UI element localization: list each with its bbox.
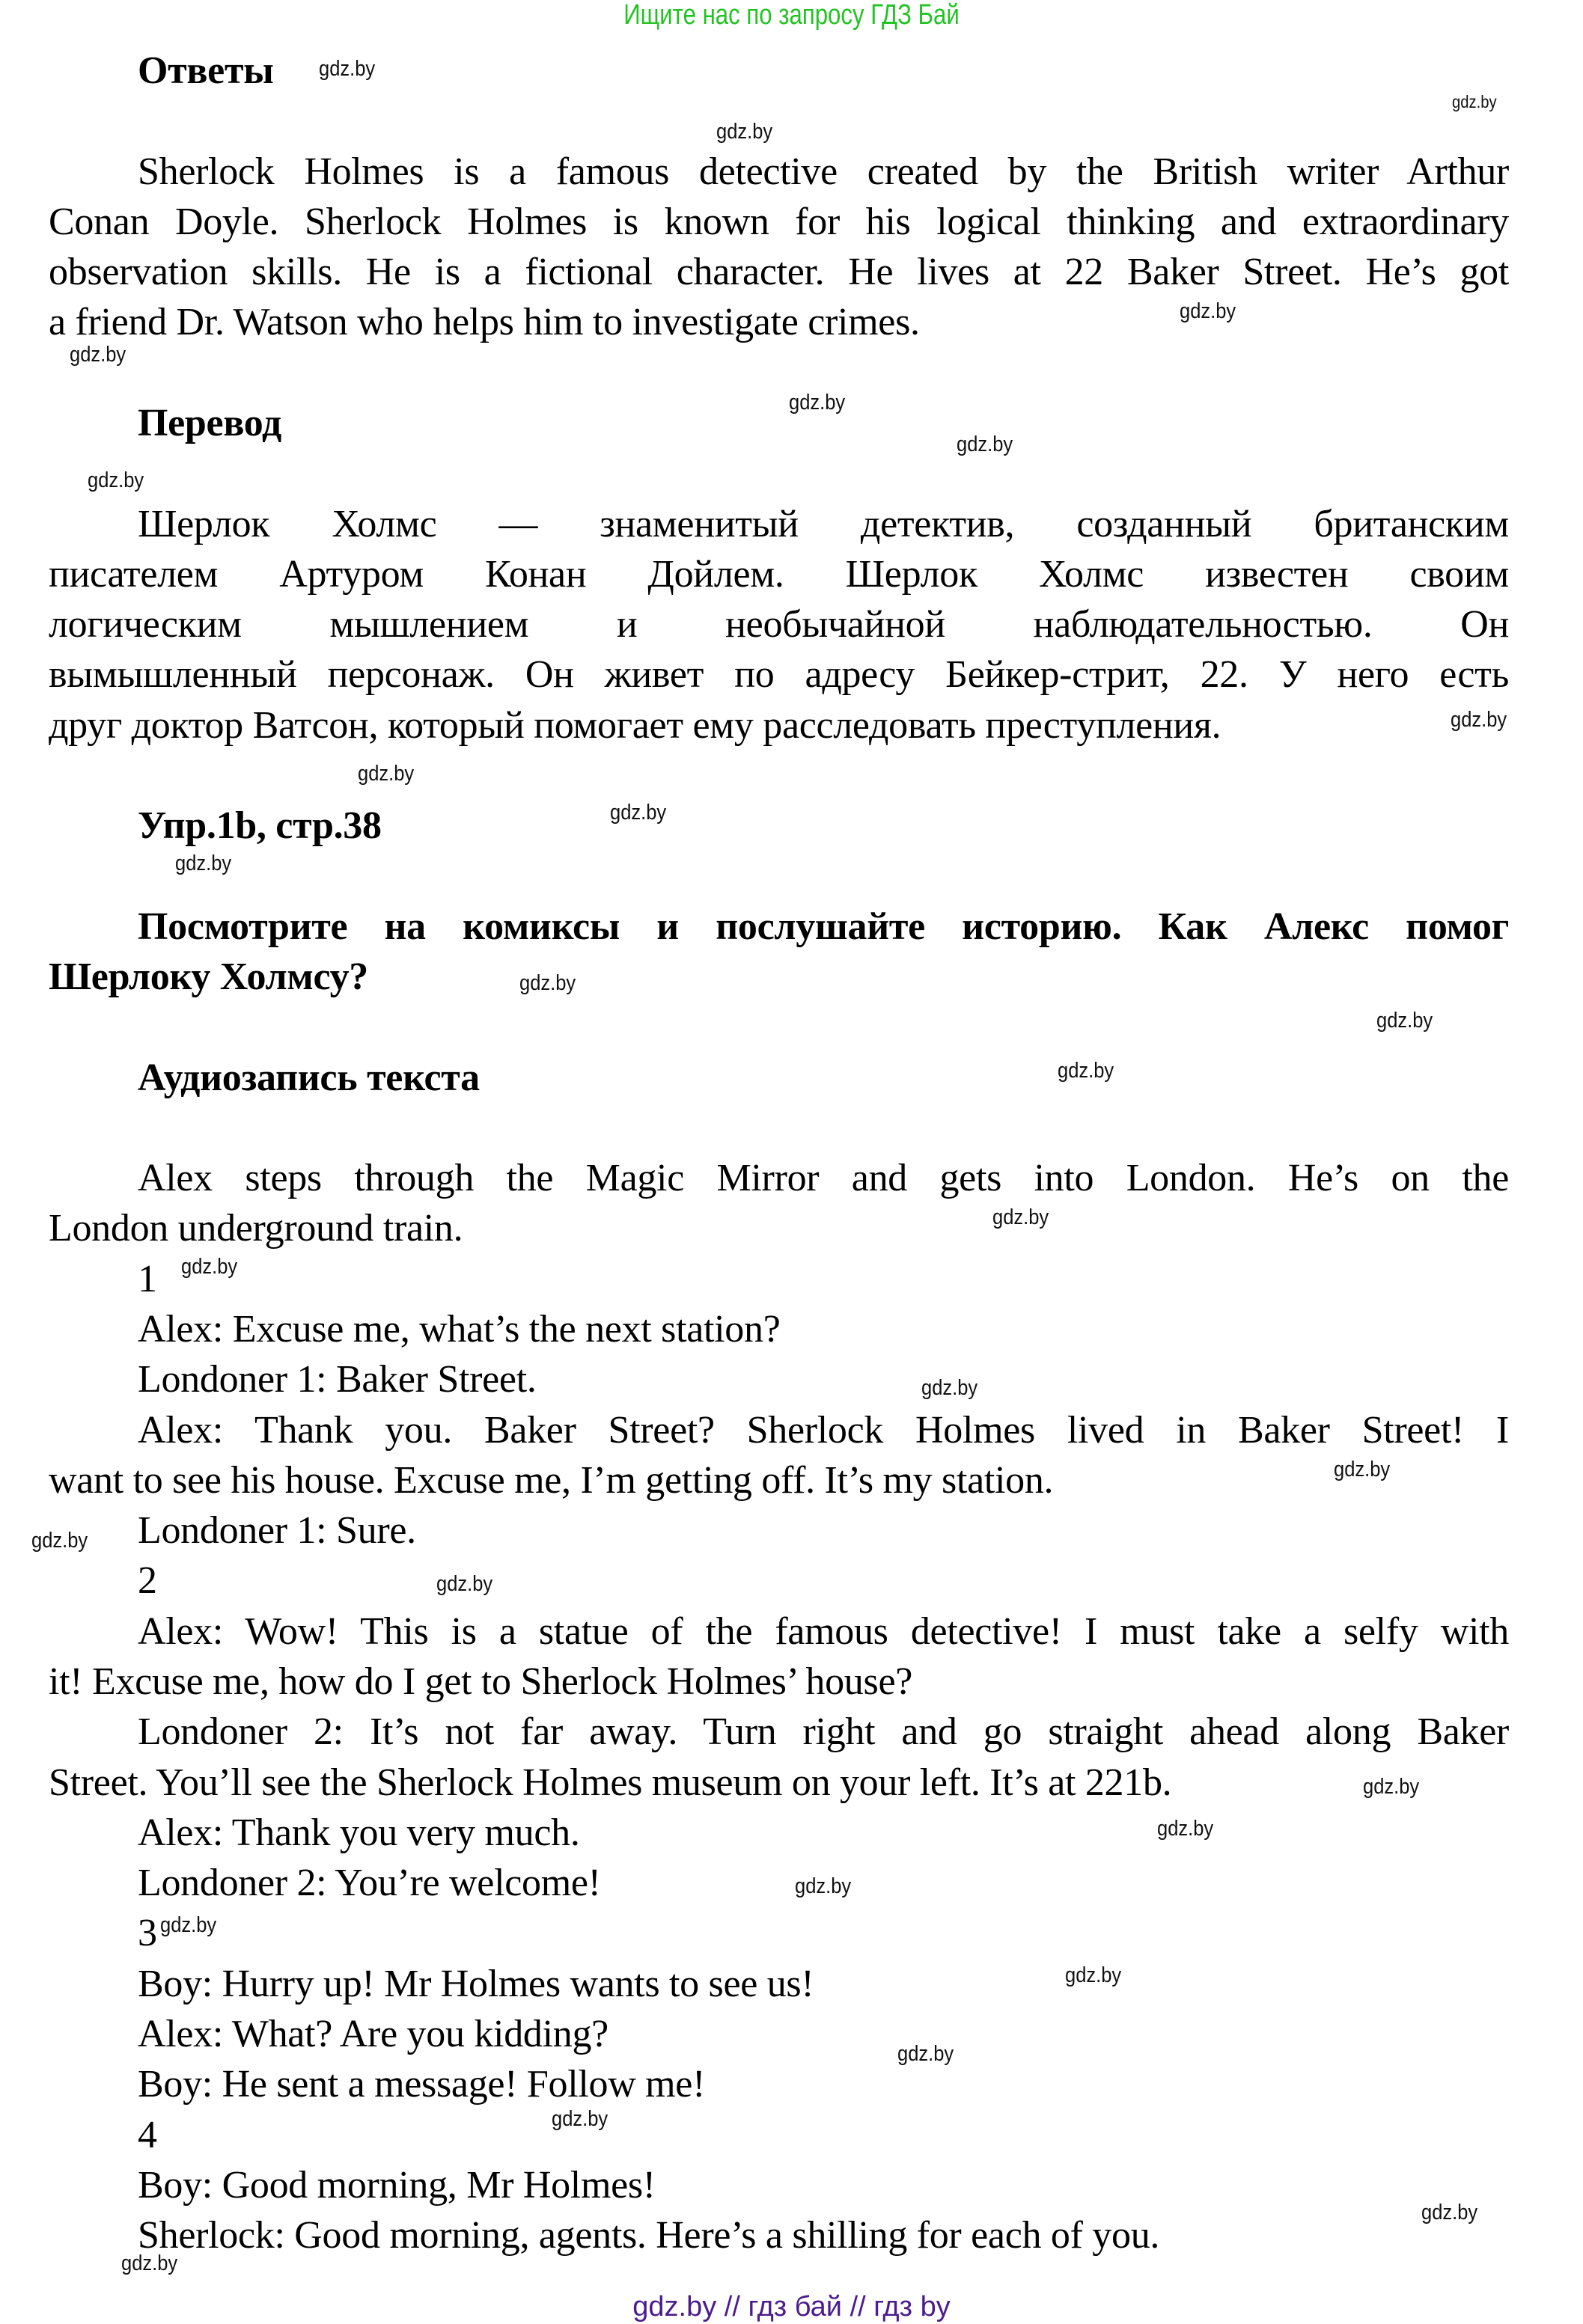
watermark: gdz.by bbox=[519, 971, 576, 995]
dialogue-line: Alex: What? Are you kidding? bbox=[138, 2012, 609, 2055]
dialogue-line: want to see his house. Excuse me, I’m getting off. It’s my station. bbox=[49, 1458, 1054, 1502]
dialogue-line: Boy: Good morning, Mr Holmes! bbox=[138, 2163, 656, 2207]
watermark: gdz.by bbox=[358, 762, 415, 786]
watermark: gdz.by bbox=[1058, 1059, 1114, 1083]
document-body bbox=[49, 46, 1509, 2260]
watermark: gdz.by bbox=[795, 1874, 852, 1898]
watermark: gdz.by bbox=[610, 801, 667, 825]
scene-number: 2 bbox=[138, 1559, 157, 1603]
watermark: gdz.by bbox=[921, 1376, 978, 1400]
text-line: Шерлоку Холмсу? bbox=[49, 955, 368, 999]
scene-3 bbox=[49, 1908, 1509, 2109]
watermark: gdz.by bbox=[992, 1205, 1049, 1229]
text-line: писателем Артуром Конан Дойлем. Шерлок Холмс известен своим bbox=[49, 552, 1509, 596]
heading-exercise: Упр.1b, стр.38 bbox=[138, 804, 382, 848]
exercise-task bbox=[49, 902, 1509, 1003]
watermark: gdz.by bbox=[1452, 92, 1497, 111]
watermark: gdz.by bbox=[31, 1529, 88, 1553]
translation-paragraph bbox=[49, 499, 1509, 750]
watermark: gdz.by bbox=[1065, 1963, 1122, 1987]
audio-intro bbox=[49, 1153, 1509, 1254]
watermark: gdz.by bbox=[160, 1913, 217, 1937]
scene-number: 4 bbox=[138, 2113, 157, 2156]
watermark: gdz.by bbox=[897, 2042, 954, 2066]
dialogue-line: Alex: Excuse me, what’s the next station? bbox=[138, 1308, 781, 1351]
watermark: gdz.by bbox=[319, 57, 376, 81]
text-line: Conan Doyle. Sherlock Holmes is known for his logical thinking and extraordinary bbox=[49, 200, 1509, 243]
text-line: Посмотрите на комиксы и послушайте историю. Как Алекс помог bbox=[138, 905, 1509, 948]
text-line: Alex steps through the Magic Mirror and gets into London. He’s on the bbox=[138, 1157, 1509, 1200]
watermark: gdz.by bbox=[1421, 2201, 1478, 2224]
text-line: observation skills. He is a fictional character. He lives at 22 Baker Street. He’s got bbox=[49, 251, 1509, 294]
scene-2 bbox=[49, 1556, 1509, 1908]
watermark: gdz.by bbox=[175, 851, 232, 875]
watermark: gdz.by bbox=[552, 2107, 609, 2131]
answer-paragraph bbox=[49, 147, 1509, 348]
watermark: gdz.by bbox=[436, 1572, 493, 1596]
watermark: gdz.by bbox=[88, 468, 144, 492]
text-line: вымышленный персонаж. Он живет по адресу Бейкер-стрит, 22. У него есть bbox=[49, 653, 1509, 697]
watermark: gdz.by bbox=[1180, 299, 1236, 323]
watermark: gdz.by bbox=[181, 1255, 238, 1279]
watermark: gdz.by bbox=[957, 432, 1013, 456]
search-banner[interactable]: Ищите нас по запросу ГДЗ Бай bbox=[623, 0, 960, 31]
watermark: gdz.by bbox=[70, 343, 126, 367]
watermark: gdz.by bbox=[1157, 1817, 1214, 1841]
dialogue-line: it! Excuse me, how do I get to Sherlock Holmes’ house? bbox=[49, 1660, 913, 1703]
dialogue-line: Street. You’ll see the Sherlock Holmes museum on your left. It’s at 221b. bbox=[49, 1761, 1172, 1804]
text-line: Шерлок Холмс — знаменитый детектив, созданный британским bbox=[138, 502, 1509, 545]
text-line: друг доктор Ватсон, который помогает ему расследовать преступления. bbox=[49, 703, 1221, 747]
dialogue-line: Londoner 2: You’re welcome! bbox=[138, 1862, 601, 1905]
scene-4 bbox=[49, 2110, 1509, 2261]
dialogue-line: Sherlock: Good morning, agents. Here’s a shilling for each of you. bbox=[138, 2214, 1160, 2257]
dialogue-line: Boy: He sent a message! Follow me! bbox=[138, 2063, 706, 2106]
watermark: gdz.by bbox=[1451, 708, 1507, 732]
text-line: London underground train. bbox=[49, 1207, 463, 1250]
heading-audio: Аудиозапись текста bbox=[138, 1056, 480, 1099]
dialogue-line: Alex: Thank you very much. bbox=[138, 1811, 580, 1854]
dialogue-line: Londoner 1: Baker Street. bbox=[138, 1358, 537, 1401]
watermark: gdz.by bbox=[1363, 1775, 1420, 1799]
footer-links[interactable]: gdz.by // гдз бай // гдз by bbox=[632, 2291, 951, 2323]
dialogue-line: Alex: Wow! This is a statue of the famous detective! I must take a selfy with bbox=[138, 1609, 1509, 1653]
watermark: gdz.by bbox=[1334, 1458, 1391, 1481]
watermark: gdz.by bbox=[1376, 1009, 1433, 1033]
scene-1 bbox=[49, 1254, 1509, 1556]
text-line: логическим мышлением и необычайной наблюдательностью. Он bbox=[49, 603, 1509, 646]
dialogue-line: Londoner 2: It’s not far away. Turn right and go straight ahead along Baker bbox=[138, 1710, 1509, 1754]
dialogue-line: Londoner 1: Sure. bbox=[138, 1509, 416, 1553]
watermark: gdz.by bbox=[716, 120, 773, 144]
scene-number: 3 bbox=[138, 1912, 157, 1955]
text-line: Sherlock Holmes is a famous detective created by the British writer Arthur bbox=[138, 150, 1509, 193]
dialogue-line: Boy: Hurry up! Mr Holmes wants to see us! bbox=[138, 1962, 814, 2005]
watermark: gdz.by bbox=[121, 2251, 178, 2275]
watermark: gdz.by bbox=[789, 391, 846, 415]
heading-answers: Ответы bbox=[138, 49, 274, 92]
text-line: a friend Dr. Watson who helps him to investigate crimes. bbox=[49, 301, 920, 344]
heading-translation: Перевод bbox=[138, 401, 281, 444]
dialogue-line: Alex: Thank you. Baker Street? Sherlock Holmes lived in Baker Street! I bbox=[138, 1408, 1509, 1452]
scene-number: 1 bbox=[138, 1257, 157, 1300]
